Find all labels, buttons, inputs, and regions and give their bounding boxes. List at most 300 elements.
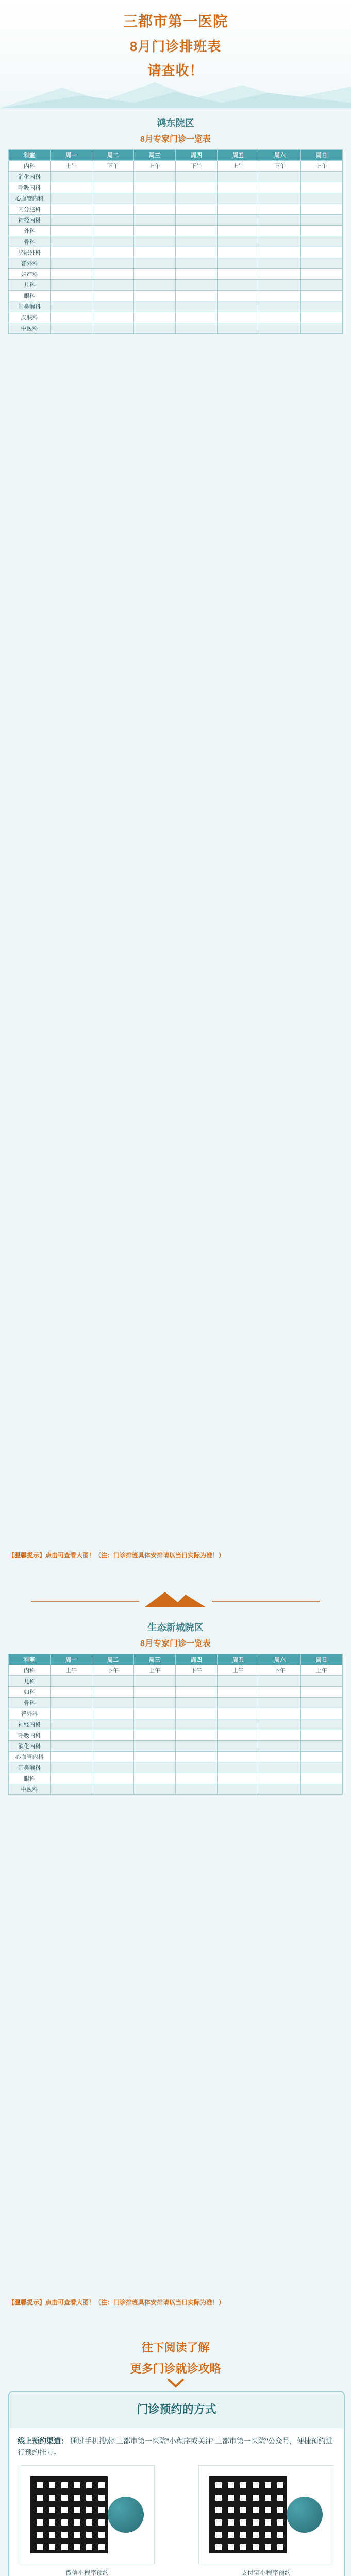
- campus2-table-cell: [92, 1741, 134, 1752]
- campus2-table-cell: [51, 1708, 92, 1719]
- campus2-table-cell: [301, 1719, 343, 1730]
- campus1-table-cell: [301, 301, 343, 312]
- campus1-table-cell: [176, 215, 218, 226]
- campus1-table-cell: [92, 172, 134, 182]
- campus1-table-cell: [218, 312, 259, 323]
- campus2-name: 生态新城院区: [147, 1622, 204, 1633]
- campus1-table-cell: [301, 258, 343, 269]
- campus2-table-cell: [51, 1719, 92, 1730]
- campus2-table-cell: 眼科: [9, 1773, 51, 1784]
- cta-line-1: 往下阅读了解: [141, 2341, 210, 2354]
- campus2-table-cell: [301, 1698, 343, 1708]
- campus2-table-cell: [92, 1762, 134, 1773]
- mountain-decoration: [0, 77, 351, 108]
- campus2-header-row: [9, 1654, 343, 1665]
- campus1-table-cell: [301, 215, 343, 226]
- campus1-table-cell: 上午: [134, 161, 176, 172]
- campus2-table-cell: [92, 1687, 134, 1698]
- campus1-table-cell: [259, 182, 301, 193]
- campus1-table-cell: [134, 269, 176, 280]
- campus2-table-cell: [218, 1773, 259, 1784]
- campus1-table-cell: 下午: [259, 161, 301, 172]
- campus1-table-cell: [176, 204, 218, 215]
- campus2-table-cell: [176, 1762, 218, 1773]
- campus2-table-cell: [301, 1773, 343, 1784]
- campus1-table-body: [9, 161, 343, 334]
- campus1-table-cell: 儿科: [9, 280, 51, 291]
- campus1-table-row: [9, 291, 343, 301]
- campus1-table-cell: [134, 182, 176, 193]
- campus1-table-cell: [92, 269, 134, 280]
- campus2-table-cell: [301, 1752, 343, 1762]
- campus1-table-cell: [218, 215, 259, 226]
- booking-card: [8, 2391, 345, 2576]
- campus1-table-cell: [176, 247, 218, 258]
- alipay-qr-caption: 支付宝小程序预约: [241, 2569, 291, 2576]
- campus1-table-cell: [176, 182, 218, 193]
- campus2-table-cell: [134, 1773, 176, 1784]
- campus1-table-cell: [259, 258, 301, 269]
- campus1-table-cell: [259, 236, 301, 247]
- campus2-table-cell: [218, 1687, 259, 1698]
- campus2-table-cell: 上午: [134, 1665, 176, 1676]
- campus1-table-cell: [51, 204, 92, 215]
- campus2-table-cell: [259, 1773, 301, 1784]
- campus1-table-cell: [218, 280, 259, 291]
- campus2-table-cell: [259, 1676, 301, 1687]
- campus1-table-cell: [134, 226, 176, 236]
- campus2-table-cell: [218, 1741, 259, 1752]
- wechat-qr-caption: 微信小程序预约: [65, 2569, 109, 2576]
- campus2-header-cell: 周二: [92, 1654, 134, 1665]
- campus1-table-cell: [259, 280, 301, 291]
- campus2-table-cell: [259, 1762, 301, 1773]
- campus2-table-cell: [259, 1730, 301, 1741]
- campus2-table-cell: [176, 1676, 218, 1687]
- campus1-table-cell: [259, 269, 301, 280]
- campus2-table-row: [9, 1752, 343, 1762]
- campus2-table-cell: [301, 1730, 343, 1741]
- campus1-table-cell: [301, 269, 343, 280]
- campus1-table-cell: [259, 291, 301, 301]
- campus1-table-cell: 上午: [301, 161, 343, 172]
- campus1-table-row: [9, 204, 343, 215]
- campus1-table-row: [9, 172, 343, 182]
- campus1-schedule-title: 8月专家门诊一览表: [140, 135, 211, 144]
- campus1-table-cell: [176, 280, 218, 291]
- campus2-header-cell: 周日: [301, 1654, 343, 1665]
- campus1-table-cell: [176, 312, 218, 323]
- campus1-table-cell: [134, 312, 176, 323]
- campus1-table-cell: [301, 280, 343, 291]
- alipay-miniprogram-qr[interactable]: [198, 2465, 333, 2576]
- campus1-table-cell: 外科: [9, 226, 51, 236]
- campus2-table-cell: 妇科: [9, 1687, 51, 1698]
- campus1-table-cell: [134, 215, 176, 226]
- campus1-table-cell: [176, 172, 218, 182]
- campus2-table-cell: [301, 1676, 343, 1687]
- campus1-table-cell: [301, 323, 343, 334]
- campus1-table-row: [9, 323, 343, 334]
- campus1-table-cell: [134, 258, 176, 269]
- campus2-table-cell: [218, 1784, 259, 1795]
- online-text: 通过手机搜索"三都市第一医院"小程序或关注"三都市第一医院"公众号，便捷预约进行预约挂号。: [18, 2437, 333, 2456]
- campus1-table-cell: [92, 226, 134, 236]
- campus1-table-cell: [176, 323, 218, 334]
- campus1-header-cell: 周二: [92, 150, 134, 161]
- campus2-table-row: [9, 1698, 343, 1708]
- campus2-table-cell: [176, 1730, 218, 1741]
- campus1-table-row: [9, 226, 343, 236]
- campus1-table-cell: [176, 193, 218, 204]
- campus2-table-cell: [301, 1741, 343, 1752]
- campus2-table-cell: [176, 1784, 218, 1795]
- campus2-table-cell: 下午: [259, 1665, 301, 1676]
- campus2-table-cell: [92, 1773, 134, 1784]
- campus2-table-cell: 中医科: [9, 1784, 51, 1795]
- campus1-table-cell: [301, 182, 343, 193]
- campus2-table-cell: [51, 1687, 92, 1698]
- campus1-table-cell: [134, 236, 176, 247]
- campus1-table-cell: [218, 182, 259, 193]
- campus2-table-cell: [51, 1784, 92, 1795]
- campus1-table-cell: 内分泌科: [9, 204, 51, 215]
- campus1-table-row: [9, 193, 343, 204]
- campus2-table-cell: 上午: [51, 1665, 92, 1676]
- campus2-table-cell: [218, 1752, 259, 1762]
- campus2-table-cell: [259, 1719, 301, 1730]
- campus2-table-cell: [51, 1741, 92, 1752]
- campus1-table-cell: [176, 258, 218, 269]
- campus1-tip: 【温馨提示】点击可查看大图！（注：门诊排班具体安排请以当日实际为准！）: [8, 1552, 225, 1559]
- campus2-table-cell: [176, 1719, 218, 1730]
- campus1-table-cell: [301, 236, 343, 247]
- campus1-table-cell: [301, 226, 343, 236]
- campus2-table-cell: 上午: [218, 1665, 259, 1676]
- campus2-table-cell: [218, 1719, 259, 1730]
- campus2-tip: 【温馨提示】点击可查看大图！（注：门诊排班具体安排请以当日实际为准！）: [8, 2299, 225, 2306]
- campus2-table-cell: [134, 1719, 176, 1730]
- campus1-table-cell: [259, 204, 301, 215]
- campus1-header-cell: 周一: [51, 150, 92, 161]
- campus1-table-cell: [51, 226, 92, 236]
- campus2-table-cell: 下午: [176, 1665, 218, 1676]
- campus2-table-cell: 骨科: [9, 1698, 51, 1708]
- booking-title: 门诊预约的方式: [9, 2392, 344, 2428]
- campus1-table-cell: [134, 291, 176, 301]
- campus1-table-cell: 消化内科: [9, 172, 51, 182]
- campus2-table-cell: [259, 1687, 301, 1698]
- campus1-table-cell: [92, 280, 134, 291]
- campus1-table-row: [9, 269, 343, 280]
- campus2-table-cell: [134, 1708, 176, 1719]
- campus1-table-cell: [51, 312, 92, 323]
- campus2-table-cell: [134, 1762, 176, 1773]
- campus1-table-cell: [92, 312, 134, 323]
- campus2-header-cell: 周六: [259, 1654, 301, 1665]
- campus1-table-cell: 下午: [92, 161, 134, 172]
- campus2-table-cell: [176, 1698, 218, 1708]
- campus1-table-cell: [218, 291, 259, 301]
- campus1-table-cell: [92, 182, 134, 193]
- hospital-title: 三都市第一医院: [123, 13, 228, 29]
- campus1-table-cell: [51, 182, 92, 193]
- campus1-header-cell: 科室: [9, 150, 51, 161]
- campus1-table-cell: [176, 226, 218, 236]
- campus2-table-cell: [176, 1687, 218, 1698]
- campus1-table-cell: [134, 323, 176, 334]
- campus1-table-row: [9, 182, 343, 193]
- campus1-table-cell: [301, 172, 343, 182]
- campus2-table-row: [9, 1784, 343, 1795]
- campus2-title: [0, 1620, 351, 1655]
- campus2-table-cell: [92, 1784, 134, 1795]
- campus2-table-cell: [218, 1698, 259, 1708]
- campus1-table-cell: [134, 172, 176, 182]
- campus1-table-cell: 上午: [51, 161, 92, 172]
- campus1-header-cell: 周五: [218, 150, 259, 161]
- campus1-table-cell: [301, 291, 343, 301]
- campus1-table-row: [9, 247, 343, 258]
- booking-body: [9, 2428, 344, 2465]
- campus1-table-cell: 心血管内科: [9, 193, 51, 204]
- campus2-table-cell: [259, 1741, 301, 1752]
- campus2-table-cell: [301, 1687, 343, 1698]
- campus1-table-cell: 内科: [9, 161, 51, 172]
- campus2-table-cell: [51, 1762, 92, 1773]
- cta-line-2: 更多门诊就诊攻略: [130, 2362, 221, 2375]
- campus1-table-cell: 下午: [176, 161, 218, 172]
- campus1-header-row: [9, 150, 343, 161]
- campus2-table-cell: [92, 1698, 134, 1708]
- campus1-table-cell: [51, 258, 92, 269]
- campus2-schedule-table: [8, 1654, 343, 1795]
- campus1-table-cell: [51, 291, 92, 301]
- campus1-table-cell: [92, 258, 134, 269]
- campus2-table-cell: [51, 1773, 92, 1784]
- campus2-header-cell: 周四: [176, 1654, 218, 1665]
- campus2-table-cell: [134, 1730, 176, 1741]
- campus1-table-row: [9, 258, 343, 269]
- campus2-table-row: [9, 1741, 343, 1752]
- hero: [0, 0, 351, 106]
- campus1-table-cell: [51, 323, 92, 334]
- campus2-table-cell: [301, 1762, 343, 1773]
- campus2-table-row: [9, 1708, 343, 1719]
- campus1-table-cell: 皮肤科: [9, 312, 51, 323]
- campus1-table-cell: [51, 301, 92, 312]
- campus1-table-row: [9, 236, 343, 247]
- campus1-table-head: [9, 150, 343, 161]
- qr-code-icon: [209, 2476, 287, 2553]
- campus2-table-cell: [301, 1708, 343, 1719]
- campus1-header-cell: 周六: [259, 150, 301, 161]
- qr-code-icon: [30, 2476, 108, 2553]
- campus1-table-cell: 呼吸内科: [9, 182, 51, 193]
- campus1-table-cell: 骨科: [9, 236, 51, 247]
- campus1-title: [0, 116, 351, 150]
- campus1-table-cell: [92, 204, 134, 215]
- online-label: 线上预约渠道：: [18, 2437, 68, 2445]
- campus2-header-cell: 科室: [9, 1654, 51, 1665]
- campus1-table-cell: [176, 269, 218, 280]
- campus1-table-cell: [301, 312, 343, 323]
- campus2-table-cell: [218, 1730, 259, 1741]
- schedule-subtitle-2: 请查收！: [147, 63, 204, 78]
- campus2-table-cell: [218, 1708, 259, 1719]
- campus1-table-cell: [259, 301, 301, 312]
- campus2-header-cell: 周一: [51, 1654, 92, 1665]
- campus2-table-cell: 消化内科: [9, 1741, 51, 1752]
- campus1-table-cell: [218, 226, 259, 236]
- campus1-name: 鸿东院区: [157, 118, 194, 128]
- campus2-table-cell: [134, 1687, 176, 1698]
- campus2-table-cell: [51, 1676, 92, 1687]
- campus1-table-cell: [134, 280, 176, 291]
- campus1-table-cell: [51, 172, 92, 182]
- campus1-table-cell: [51, 236, 92, 247]
- campus1-table-cell: [218, 204, 259, 215]
- campus1-table-cell: [218, 236, 259, 247]
- campus1-table-cell: [259, 312, 301, 323]
- campus1-table-cell: 中医科: [9, 323, 51, 334]
- campus1-table-cell: [92, 215, 134, 226]
- hospital-logo-icon: [108, 2497, 144, 2533]
- campus1-table-cell: [51, 247, 92, 258]
- campus1-table-row: [9, 301, 343, 312]
- campus2-table-cell: [176, 1741, 218, 1752]
- campus1-table-cell: [259, 215, 301, 226]
- campus1-table-cell: [51, 193, 92, 204]
- schedule-subtitle: 8月门诊排班表: [129, 39, 222, 54]
- campus1-table-cell: [301, 247, 343, 258]
- campus1-table-cell: [218, 323, 259, 334]
- campus2-table-head: [9, 1654, 343, 1665]
- campus1-table-cell: [218, 247, 259, 258]
- campus2-header-cell: 周三: [134, 1654, 176, 1665]
- campus1-table-cell: [51, 269, 92, 280]
- campus1-header-cell: 周三: [134, 150, 176, 161]
- campus2-table-cell: [259, 1752, 301, 1762]
- online-booking: [18, 2435, 336, 2458]
- campus2-table-row: [9, 1773, 343, 1784]
- campus2-table-cell: [92, 1708, 134, 1719]
- campus1-table-cell: [92, 301, 134, 312]
- campus1-table-cell: [176, 236, 218, 247]
- section-divider: [0, 1582, 351, 1618]
- campus1-table-cell: [218, 193, 259, 204]
- campus2-table-cell: [176, 1773, 218, 1784]
- campus1-table-cell: [92, 323, 134, 334]
- campus2-table-cell: [176, 1708, 218, 1719]
- campus2-table-row: [9, 1762, 343, 1773]
- campus2-table-cell: [92, 1730, 134, 1741]
- campus2-table-cell: [51, 1698, 92, 1708]
- campus2-table-cell: 耳鼻喉科: [9, 1762, 51, 1773]
- campus1-table-cell: [218, 172, 259, 182]
- campus2-schedule-title: 8月专家门诊一览表: [140, 1639, 211, 1648]
- campus2-table-cell: 内科: [9, 1665, 51, 1676]
- campus2-table-cell: 普外科: [9, 1708, 51, 1719]
- campus2-table-cell: [51, 1730, 92, 1741]
- campus1-header-cell: 周日: [301, 150, 343, 161]
- campus2-table-row: [9, 1687, 343, 1698]
- campus1-table-cell: 泌尿外科: [9, 247, 51, 258]
- campus1-table-cell: 上午: [218, 161, 259, 172]
- campus2-table-cell: 儿科: [9, 1676, 51, 1687]
- campus2-table-cell: 神经内科: [9, 1719, 51, 1730]
- campus2-table-cell: [134, 1676, 176, 1687]
- campus1-table-cell: 普外科: [9, 258, 51, 269]
- campus1-table-cell: [134, 247, 176, 258]
- campus2-table-row: [9, 1719, 343, 1730]
- campus1-table-cell: [176, 301, 218, 312]
- qr-row: [9, 2465, 344, 2576]
- campus2-table-cell: 心血管内科: [9, 1752, 51, 1762]
- campus2-table-body: [9, 1665, 343, 1795]
- campus1-table-cell: [176, 291, 218, 301]
- campus2-table-cell: [92, 1676, 134, 1687]
- campus1-table-cell: [92, 193, 134, 204]
- campus1-table-wrap: [8, 149, 343, 334]
- campus2-table-cell: [176, 1752, 218, 1762]
- campus2-table-row: [9, 1676, 343, 1687]
- campus1-table-cell: [259, 226, 301, 236]
- hospital-logo-icon: [287, 2497, 323, 2533]
- campus1-table-cell: [92, 247, 134, 258]
- campus2-table-row: [9, 1665, 343, 1676]
- campus1-table-cell: [259, 172, 301, 182]
- campus1-table-row: [9, 161, 343, 172]
- chevron-down-icon: [165, 2376, 186, 2392]
- campus1-header-cell: 周四: [176, 150, 218, 161]
- campus1-table-cell: [259, 323, 301, 334]
- campus1-table-cell: 妇产科: [9, 269, 51, 280]
- campus1-table-cell: [51, 280, 92, 291]
- campus1-table-row: [9, 280, 343, 291]
- campus1-table-cell: [301, 204, 343, 215]
- campus2-table-cell: 下午: [92, 1665, 134, 1676]
- campus1-schedule-table: [8, 149, 343, 334]
- campus2-table-cell: [134, 1741, 176, 1752]
- campus2-table-cell: [92, 1752, 134, 1762]
- campus2-table-cell: [134, 1784, 176, 1795]
- campus1-table-cell: [259, 247, 301, 258]
- campus1-table-cell: [134, 204, 176, 215]
- campus1-table-cell: 神经内科: [9, 215, 51, 226]
- campus2-table-cell: [134, 1752, 176, 1762]
- campus2-table-cell: [218, 1762, 259, 1773]
- campus1-table-cell: [92, 236, 134, 247]
- campus1-table-cell: [259, 193, 301, 204]
- wechat-miniprogram-qr[interactable]: [20, 2465, 155, 2576]
- campus1-table-cell: [134, 193, 176, 204]
- campus1-table-cell: 眼科: [9, 291, 51, 301]
- campus2-table-cell: [92, 1719, 134, 1730]
- cta: [0, 2339, 351, 2394]
- campus1-table-cell: [301, 193, 343, 204]
- campus1-table-cell: [51, 215, 92, 226]
- campus1-table-cell: [92, 291, 134, 301]
- campus2-header-cell: 周五: [218, 1654, 259, 1665]
- campus2-table-cell: 呼吸内科: [9, 1730, 51, 1741]
- campus1-table-row: [9, 312, 343, 323]
- campus1-table-cell: [218, 301, 259, 312]
- campus1-table-cell: [218, 269, 259, 280]
- campus2-table-cell: [259, 1784, 301, 1795]
- campus2-table-cell: [301, 1784, 343, 1795]
- campus2-table-cell: 上午: [301, 1665, 343, 1676]
